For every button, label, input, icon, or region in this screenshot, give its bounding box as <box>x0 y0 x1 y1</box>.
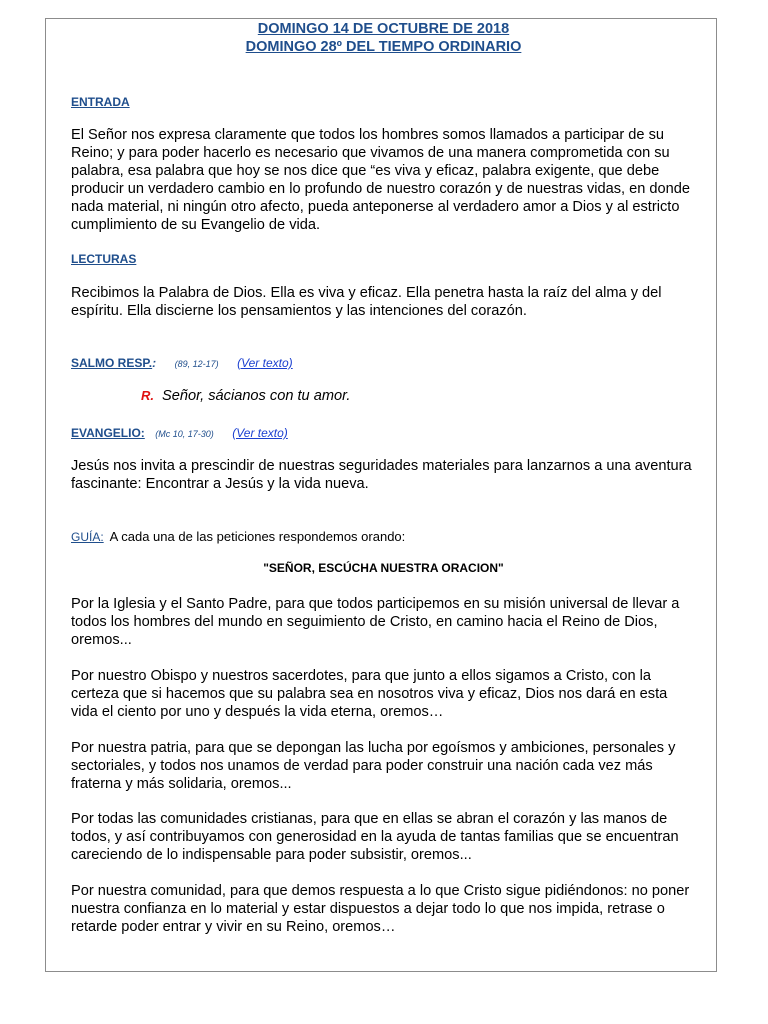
petition-text: Por todas las comunidades cristianas, para que en ellas se abran el corazón y las manos de todos, y así contribuyamos con generosidad en la ayuda de tantas familias que se encuentran careciendo de lo indispensable para poder subsistir, oremos... <box>71 811 679 863</box>
peticion-2 <box>71 667 696 721</box>
evangelio-section <box>71 424 696 442</box>
peticion-1 <box>71 595 696 649</box>
lecturas-text: Recibimos la Palabra de Dios. Ella es viva y eficaz. Ella penetra hasta la raíz del alma y del espíritu. Ella discierne los pensamientos y las intenciones del corazón. <box>71 285 662 319</box>
prayer-call-text: "SEÑOR, ESCÚCHA NUESTRA ORACION" <box>263 561 504 575</box>
peticion-3 <box>71 739 696 793</box>
salmo-section <box>71 354 696 372</box>
evangelio-text: Jesús nos invita a prescindir de nuestras seguridades materiales para lanzarnos a una aventura fascinante: Encontrar a Jesús y la vida nueva. <box>71 458 692 492</box>
evangelio-label: EVANGELIO: <box>71 426 145 440</box>
salmo-reference: (89, 12-17) <box>174 359 219 369</box>
salmo-response <box>141 387 696 405</box>
document-title <box>71 20 696 56</box>
lecturas-label: LECTURAS <box>71 252 137 266</box>
entrada-text: El Señor nos expresa claramente que todos los hombres somos llamados a participar de su Reino; y para poder hacerlo es necesario que vivamos de una manera comprometida con su palabra, esa palabra que hoy se nos dice que “es viva y eficaz, palabra exigente, que debe producir un verdadero cambio en lo profundo de nuestro corazón y de nuestras vidas, en donde nada material, ni ningún otro afecto, pueda anteponerse al verdadero amor a Dios y al estricto cumplimiento de su Evangelio de vida. <box>71 127 691 233</box>
evangelio-text-block <box>71 457 696 493</box>
guia-label: GUÍA: <box>71 530 104 544</box>
salmo-label: SALMO RESP. <box>71 356 153 370</box>
response-text: Señor, sácianos con tu amor. <box>162 388 351 404</box>
entrada-label: ENTRADA <box>71 95 130 109</box>
guia-section <box>71 528 696 546</box>
entrada-section <box>71 93 696 111</box>
petition-text: Por nuestra patria, para que se depongan las lucha por egoísmos y ambiciones, personales y sectoriales, y todos nos unamos de verdad para poder construir una nación cada vez más fraterna y más solidaria, oremos... <box>71 740 676 792</box>
lecturas-text-block <box>71 284 696 320</box>
salmo-ver-texto-link[interactable]: (Ver texto) <box>237 356 293 370</box>
response-marker: R. <box>141 388 154 403</box>
salmo-colon: : <box>152 356 157 370</box>
evangelio-reference: (Mc 10, 17-30) <box>155 429 214 439</box>
evangelio-ver-texto-link[interactable]: (Ver texto) <box>232 426 288 440</box>
title-liturgical-day: DOMINGO 28º DEL TIEMPO ORDINARIO <box>245 39 522 55</box>
lecturas-section <box>71 250 696 268</box>
petition-text: Por nuestra comunidad, para que demos respuesta a lo que Cristo sigue pidiéndonos: no poner nuestra confianza en lo material y estar dispuestos a dejar todo lo que nos impida, retrase o retarde poder entrar y vivir en su Reino, oremos… <box>71 883 690 935</box>
guia-text: A cada una de las peticiones respondemos orando: <box>109 529 406 544</box>
prayer-response <box>71 561 696 575</box>
petition-text: Por la Iglesia y el Santo Padre, para que todos participemos en su misión universal de llevar a todos los hombres del mundo en seguimiento de Cristo, en camino hacia el Reino de Dios, oremos... <box>71 596 680 648</box>
petition-text: Por nuestro Obispo y nuestros sacerdotes, para que junto a ellos sigamos a Cristo, con la certeza que si hacemos que su palabra sea en nosotros viva y eficaz, Dios nos dará en esta vida el ciento por uno y después la vida eterna, oremos… <box>71 668 668 720</box>
peticion-5 <box>71 882 696 936</box>
title-date: DOMINGO 14 DE OCTUBRE DE 2018 <box>257 21 510 37</box>
entrada-text-block <box>71 126 696 234</box>
peticion-4 <box>71 810 696 864</box>
